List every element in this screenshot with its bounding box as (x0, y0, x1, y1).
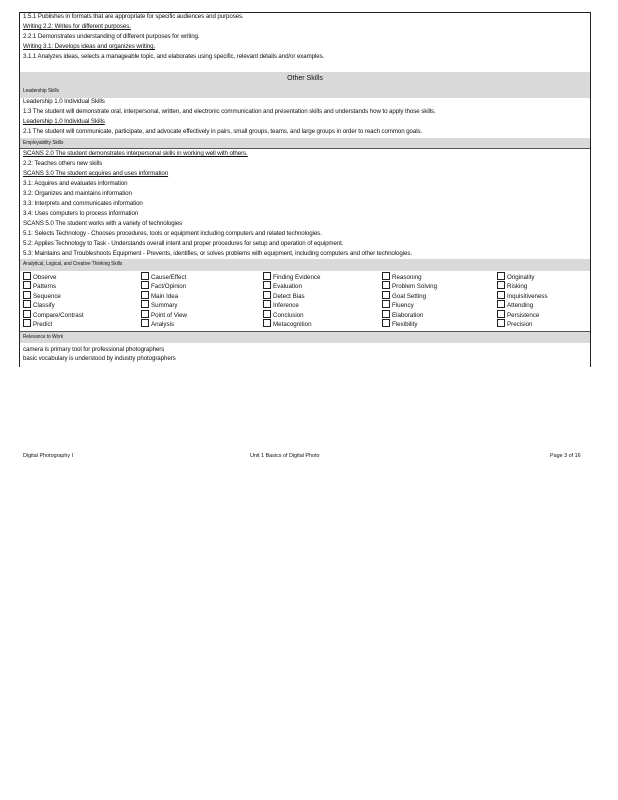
employability-line: 5.3: Maintains and Troubleshoots Equipment - Prevents, identifies, or solves problems with equipment, including computers and other technologies. (23, 250, 412, 257)
thinking-skill-label: Conclusion (273, 311, 304, 319)
thinking-skill-item[interactable] (497, 319, 532, 329)
checkbox[interactable] (141, 272, 149, 280)
employability-line: SCANS 5.0 The student works with a variety of technologies (23, 220, 183, 227)
checkbox[interactable] (382, 281, 390, 289)
checkbox[interactable] (23, 291, 31, 299)
checkbox[interactable] (382, 300, 390, 308)
relevance-header (20, 332, 590, 343)
thinking-skill-label: Compare/Contrast (33, 311, 84, 319)
checkbox[interactable] (23, 319, 31, 327)
employability-line: 3.1: Acquires and evaluates information (23, 180, 128, 187)
thinking-skill-label: Point of View (151, 311, 188, 319)
checkbox[interactable] (141, 310, 149, 318)
thinking-skill-item[interactable] (263, 319, 312, 329)
checkbox[interactable] (141, 281, 149, 289)
thinking-skill-label: Patterns (33, 283, 57, 291)
employability-heading: SCANS 2.0 The student demonstrates interpersonal skills in working well with others. (23, 150, 248, 157)
footer-course: Digital Photography I (23, 453, 74, 459)
thinking-skill-item[interactable] (382, 319, 417, 329)
other-skills-title: Other Skills (287, 75, 323, 82)
relevance-title: Relevance to Work (23, 334, 64, 340)
thinking-skill-label: Observe (33, 274, 57, 281)
checkbox[interactable] (141, 300, 149, 308)
relevance-line: basic vocabulary is understood by industry photographers (23, 355, 176, 362)
standard-line: 2.2.1 Demonstrates understanding of different purposes for writing. (23, 33, 200, 40)
checkbox[interactable] (263, 291, 271, 299)
standard-heading: Writing 2.2: Writes for different purposes. (23, 23, 131, 30)
employability-line: 5.1: Selects Technology - Chooses procedures, tools or equipment including computers and related technologies. (23, 230, 322, 237)
thinking-skill-label: Inquisitiveness (507, 292, 548, 300)
standard-line: 3.1.1 Analyzes ideas, selects a manageable topic, and elaborates using specific, relevant details and/or examples. (23, 53, 325, 60)
standard-line: 1.5.1 Publishes in formats that are appropriate for specific audiences and purposes. (23, 13, 244, 20)
thinking-skill-label: Evaluation (273, 283, 302, 291)
checkbox[interactable] (263, 319, 271, 327)
employability-header (20, 138, 590, 148)
footer-unit: Unit 1 Basics of Digital Photo (250, 453, 320, 459)
employability-line: 3.3: Interprets and communicates information (23, 200, 143, 207)
thinking-skill-label: Finding Evidence (273, 274, 321, 281)
thinking-skill-label: Reasoning (392, 274, 422, 281)
leadership-line: 2.1 The student will communicate, participate, and advocate effectively in pairs, small groups, teams, and large groups in order to reach common goals. (23, 128, 423, 135)
employability-line: 3.2: Organizes and maintains information (23, 190, 132, 197)
thinking-skill-label: Goal Setting (392, 292, 427, 300)
thinking-skill-label: Persistence (507, 311, 540, 319)
thinking-skill-label: Detect Bias (273, 292, 305, 300)
checkbox[interactable] (497, 281, 505, 289)
thinking-skill-label: Sequence (33, 292, 61, 300)
checkbox[interactable] (263, 300, 271, 308)
checkbox[interactable] (23, 300, 31, 308)
checkbox[interactable] (382, 291, 390, 299)
footer-page-number: Page 3 of 16 (550, 453, 581, 459)
thinking-skill-label: Analysis (151, 321, 175, 328)
checkbox[interactable] (263, 272, 271, 280)
thinking-skill-label: Cause/Effect (151, 274, 187, 281)
thinking-skill-item[interactable] (141, 319, 174, 329)
checkbox[interactable] (382, 319, 390, 327)
checkbox[interactable] (382, 310, 390, 318)
standards-table (19, 12, 591, 367)
thinking-skill-label: Problem Solving (392, 283, 438, 291)
divider (20, 148, 590, 149)
standard-heading: Writing 3.1: Develops ideas and organizes writing. (23, 43, 156, 50)
thinking-skill-label: Summary (151, 302, 178, 310)
checkbox[interactable] (497, 319, 505, 327)
thinking-skill-label: Main Idea (151, 292, 179, 300)
checkbox[interactable] (263, 310, 271, 318)
employability-line: 2.2: Teaches others new skills (23, 160, 103, 167)
leadership-skills-label: Leadership Skills (23, 88, 59, 94)
leadership-line: 1.3 The student will demonstrate oral, interpersonal, written, and electronic communication and presentation skills and understands how to apply those skills. (23, 108, 436, 115)
checkbox[interactable] (23, 272, 31, 280)
checkbox[interactable] (497, 272, 505, 280)
thinking-skill-label: Classify (33, 302, 55, 310)
thinking-skill-label: Attending (507, 302, 534, 310)
thinking-skill-label: Risking (507, 283, 528, 291)
leadership-heading: Leadership 1.0 Individual Skills (23, 118, 105, 125)
checkbox[interactable] (23, 310, 31, 318)
checkbox[interactable] (23, 281, 31, 289)
checkbox[interactable] (497, 291, 505, 299)
relevance-line: camera is primary tool for professional photographers (23, 346, 165, 353)
thinking-skills-header (20, 259, 590, 271)
checkbox[interactable] (263, 281, 271, 289)
thinking-skill-item[interactable] (23, 319, 52, 329)
thinking-skill-label: Elaboration (392, 311, 424, 319)
checkbox[interactable] (382, 272, 390, 280)
other-skills-header (20, 72, 590, 98)
employability-heading: SCANS 3.0 The student acquires and uses information (23, 170, 169, 177)
thinking-skill-label: Fact/Opinion (151, 283, 187, 291)
thinking-skill-label: Fluency (392, 302, 414, 310)
thinking-skill-label: Precision (507, 321, 533, 328)
thinking-skill-label: Metacognition (273, 321, 312, 328)
checkbox[interactable] (497, 310, 505, 318)
employability-title: Employability Skills (23, 140, 64, 146)
employability-line: 5.2: Applies Technology to Task - Understands overall intent and proper procedures for setup and operation of equipment. (23, 240, 344, 247)
checkbox[interactable] (141, 291, 149, 299)
thinking-skill-label: Predict (33, 321, 53, 328)
thinking-skill-label: Originality (507, 274, 535, 281)
thinking-skill-label: Inference (273, 302, 299, 310)
checkbox[interactable] (141, 319, 149, 327)
employability-line: 3.4: Uses computers to process information (23, 210, 139, 217)
thinking-skills-title: Analytical, Logical, and Creative Thinking Skills (23, 261, 123, 267)
thinking-skill-label: Flexibility (392, 321, 418, 328)
checkbox[interactable] (497, 300, 505, 308)
leadership-line: Leadership 1.0 Individual Skills (23, 98, 105, 105)
